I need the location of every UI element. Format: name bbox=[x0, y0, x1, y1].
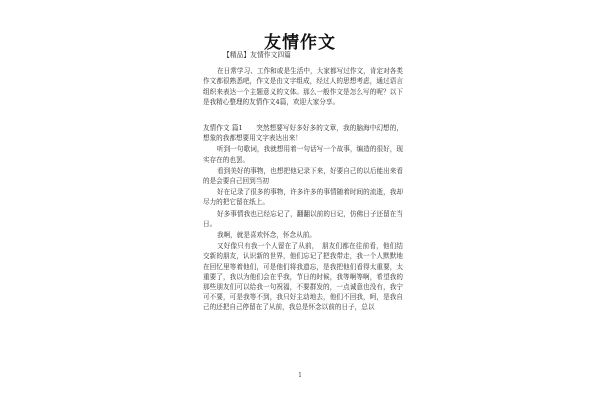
document-body bbox=[203, 50, 403, 314]
essay-paragraph: 听到一句歌词，我就想用着一句话写一个故事，编造的很好，现实存在的也罢。 bbox=[203, 145, 403, 164]
section-gap bbox=[203, 108, 403, 123]
page-number: 1 bbox=[298, 372, 302, 379]
intro-paragraph: 在日常学习、工作和或是生活中，大家都写过作文，肯定对各类作文都很熟悉吧，作文是由文字组成，经过人的思想考虑，通过语言组织来表达一个主题意义的文体。那么一般作文是怎么写的呢？以下是我精心整理的友情作文4篇，欢迎大家分享。 bbox=[203, 67, 403, 106]
essay-paragraph: 看到美好的事物，也想把他记录下来，好要自己的以后能出来看的是会要自己回到当初 bbox=[203, 166, 403, 186]
document-subtitle: 【精品】友情作文四篇 bbox=[223, 51, 291, 59]
document-title: 友情作文 bbox=[264, 33, 336, 53]
essay-paragraph: 又好像只有我一个人留在了从前， 朋友们都在往前看，他们结交新的朋友，认识新的世界，他们忘记了把我带走，我一个人默默地在回忆里等着他们，可是他们将我遗忘，是我把他们看得太重要，太重要了，我以为他们会在乎我，节日的时候，我等啊等啊，希望我的那些朋友们可以给我一句祝福，不要群发的，一点诚意也没有，我宁可不要，可是我等不到，我只好主动地去，他们不回我，呵，是我自己的还把自己停留在了从前，我总是怀念以前的日子，总以 bbox=[203, 242, 403, 312]
essay-paragraph: 好在记录了很多的事物，许多许多的事情随着时间的流逝，我却尽力的把它留在纸上。 bbox=[203, 188, 403, 207]
essay-paragraph: 我啊，就是喜欢怀念，怀念从前。 bbox=[217, 231, 316, 240]
essay-paragraph: 好多事情我也已经忘记了，翻翻以前的日记，仿佛日子还留在当日。 bbox=[203, 209, 403, 228]
essay-heading-paragraph: 友情作文 篇1 突然想要写好多好多的文章，我的脑海中幻想的，想象的我都想要用文字表达出来！ bbox=[203, 124, 403, 143]
